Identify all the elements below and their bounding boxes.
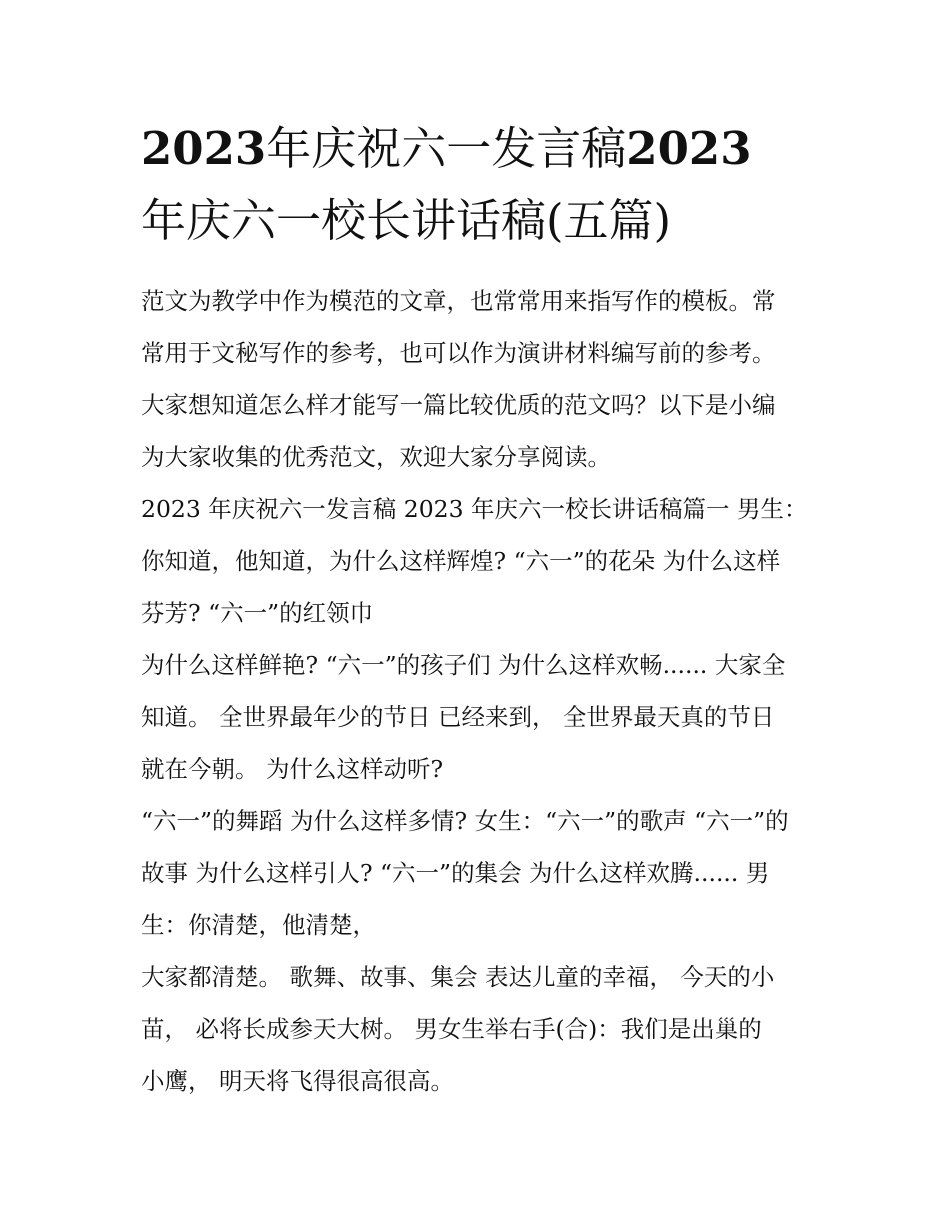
body-line: 范文为教学中作为模范的文章，也常常用来指写作的模板。常 [141,287,776,315]
body-line: 常用于文秘写作的参考，也可以作为演讲材料编写前的参考。 [141,339,776,367]
body-line: 为大家收集的优秀范文，欢迎大家分享阅读。 [141,443,611,471]
body-line: 你知道，他知道，为什么这样辉煌? “六一”的花朵 为什么这样 [141,547,781,575]
body-line: 为什么这样鲜艳? “六一”的孩子们 为什么这样欢畅...... 大家全 [141,651,786,679]
title-text-2: 年庆六一校长讲话稿(五篇) [141,194,672,247]
body-line: 小鹰， 明天将飞得很高很高。 [141,1067,454,1095]
body-line: 苗， 必将长成参天大树。 男女生举右手(合)：我们是出巢的 [141,1015,762,1043]
body-line: 故事 为什么这样引人? “六一”的集会 为什么这样欢腾...... 男 [141,859,770,887]
body-line: 知道。 全世界最年少的节日 已经来到， 全世界最天真的节日 [141,703,775,731]
body-line: 生：你清楚，他清楚， [141,911,376,939]
body-line: 大家想知道怎么样才能写一篇比较优质的范文吗？以下是小编 [141,391,776,419]
title-year: 2023 [141,122,267,175]
title-year-2: 2023 [626,122,752,175]
body-line: “六一”的舞蹈 为什么这样多情? 女生：“六一”的歌声 “六一”的 [141,807,789,835]
body-line: 2023 年庆祝六一发言稿 2023 年庆六一校长讲话稿篇一 男生： [141,495,808,523]
body-line: 就在今朝。 为什么这样动听? [141,755,444,783]
title-text-1: 年庆祝六一发言稿 [266,122,627,175]
document-title [141,113,821,257]
body-line: 大家都清楚。 歌舞、故事、集会 表达儿童的幸福， 今天的小 [141,963,775,991]
body-line: 芬芳? “六一”的红领巾 [141,599,374,627]
